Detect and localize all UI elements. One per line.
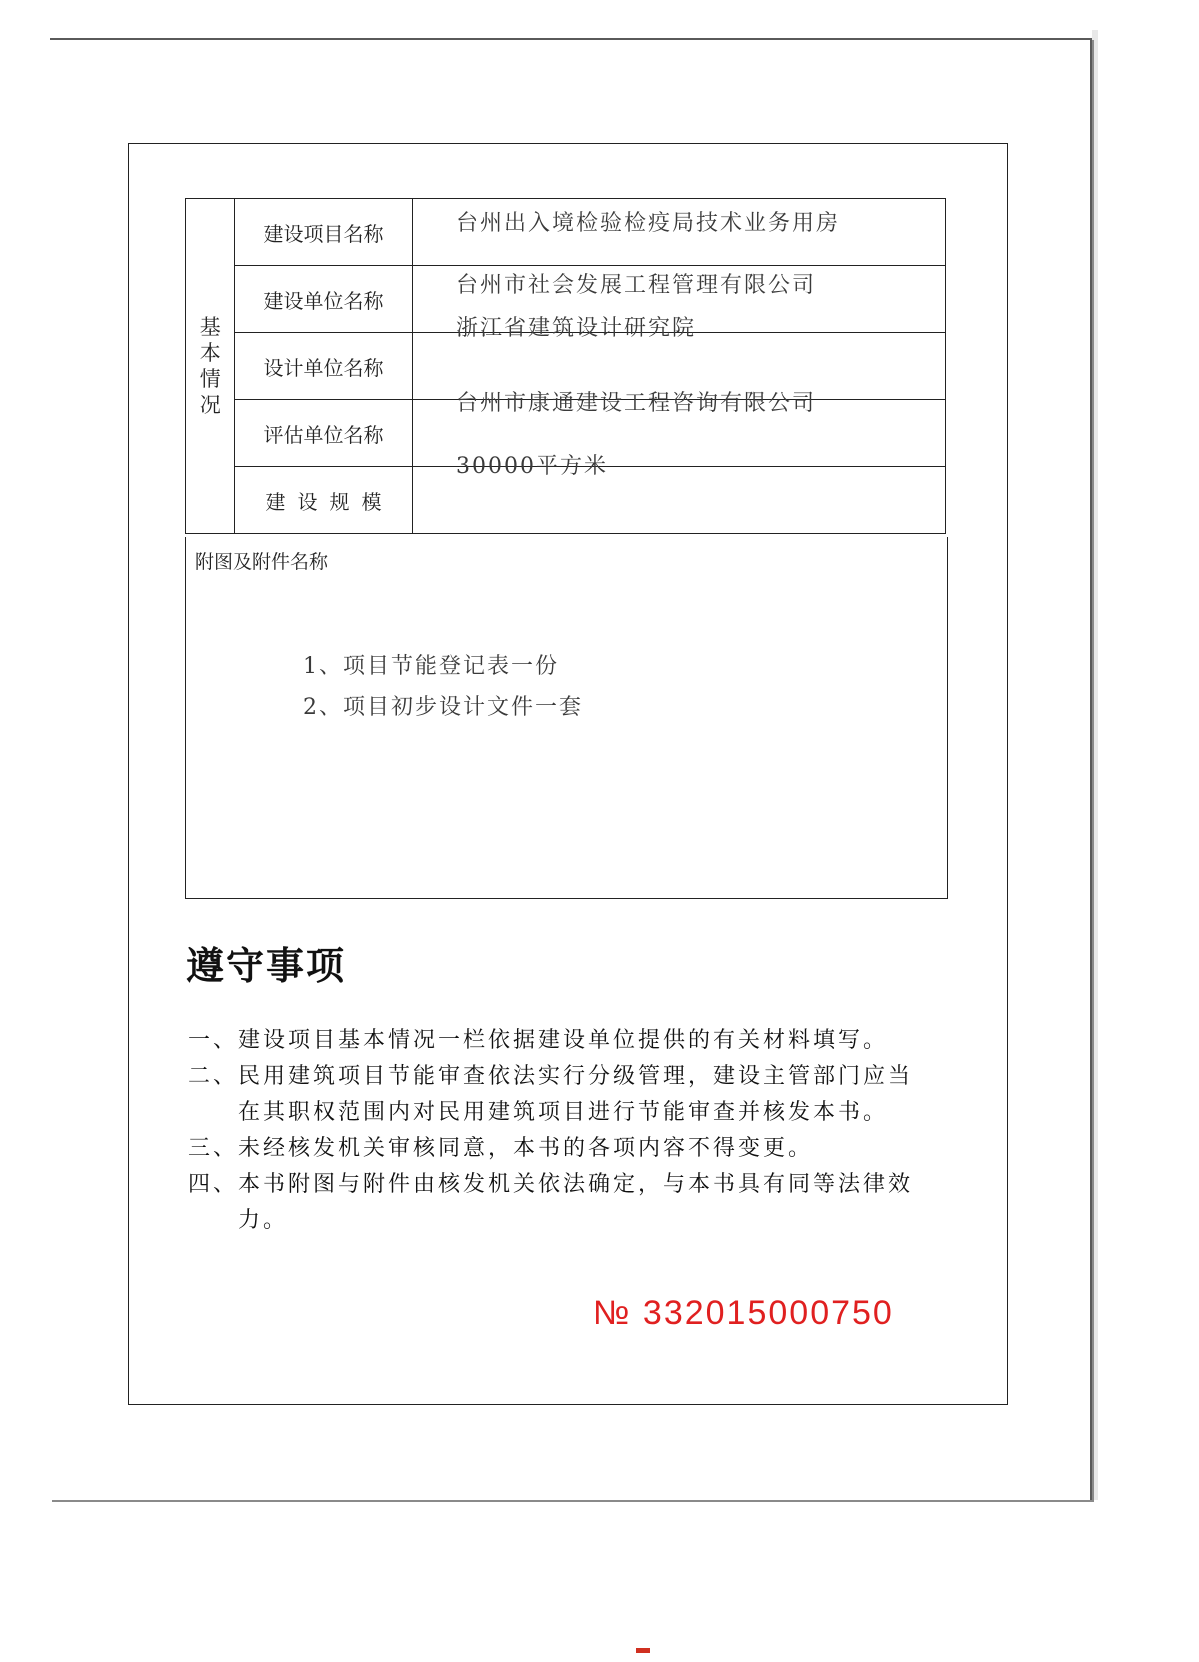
attachments-title: 附图及附件名称 <box>195 551 329 573</box>
attachment-item: 1、项目节能登记表一份 <box>303 654 559 679</box>
handwritten-designer: 浙江省建筑设计研究院 <box>456 316 697 341</box>
label-designer: 设计单位名称 <box>235 333 412 400</box>
attachment-item: 2、项目初步设计文件一套 <box>303 695 583 720</box>
note-line: 在其职权范围内对民用建筑项目进行节能审查并核发本书。 <box>238 1100 889 1125</box>
note-line: 四、本书附图与附件由核发机关依法确定，与本书具有同等法律效 <box>188 1172 914 1197</box>
handwritten-scale: 30000平方米 <box>456 454 608 479</box>
paper-edge <box>1092 30 1098 1500</box>
label-builder: 建设单位名称 <box>235 266 412 333</box>
scan-background-left <box>0 0 52 1500</box>
scan-background-bottom <box>0 1500 1199 1662</box>
basic-info-side-cell <box>186 199 235 534</box>
notes-title: 遵守事项 <box>186 944 347 988</box>
handwritten-project-name: 台州出入境检验检疫局技术业务用房 <box>456 211 841 236</box>
serial-number: № 332015000750 <box>593 1294 894 1332</box>
label-project-name: 建设项目名称 <box>235 199 412 266</box>
handwritten-evaluator: 台州市康通建设工程咨询有限公司 <box>456 391 817 416</box>
red-mark <box>636 1648 650 1653</box>
note-line: 二、民用建筑项目节能审查依法实行分级管理，建设主管部门应当 <box>188 1064 914 1089</box>
basic-info-table <box>185 198 946 534</box>
note-line: 三、未经核发机关审核同意，本书的各项内容不得变更。 <box>188 1136 814 1161</box>
label-scale: 建设规模 <box>235 467 412 534</box>
basic-info-section-label: 基本情况 <box>199 315 221 417</box>
handwritten-builder: 台州市社会发展工程管理有限公司 <box>456 273 817 298</box>
label-evaluator: 评估单位名称 <box>235 400 412 467</box>
note-line: 力。 <box>238 1208 289 1233</box>
note-line: 一、建设项目基本情况一栏依据建设单位提供的有关材料填写。 <box>188 1028 889 1053</box>
